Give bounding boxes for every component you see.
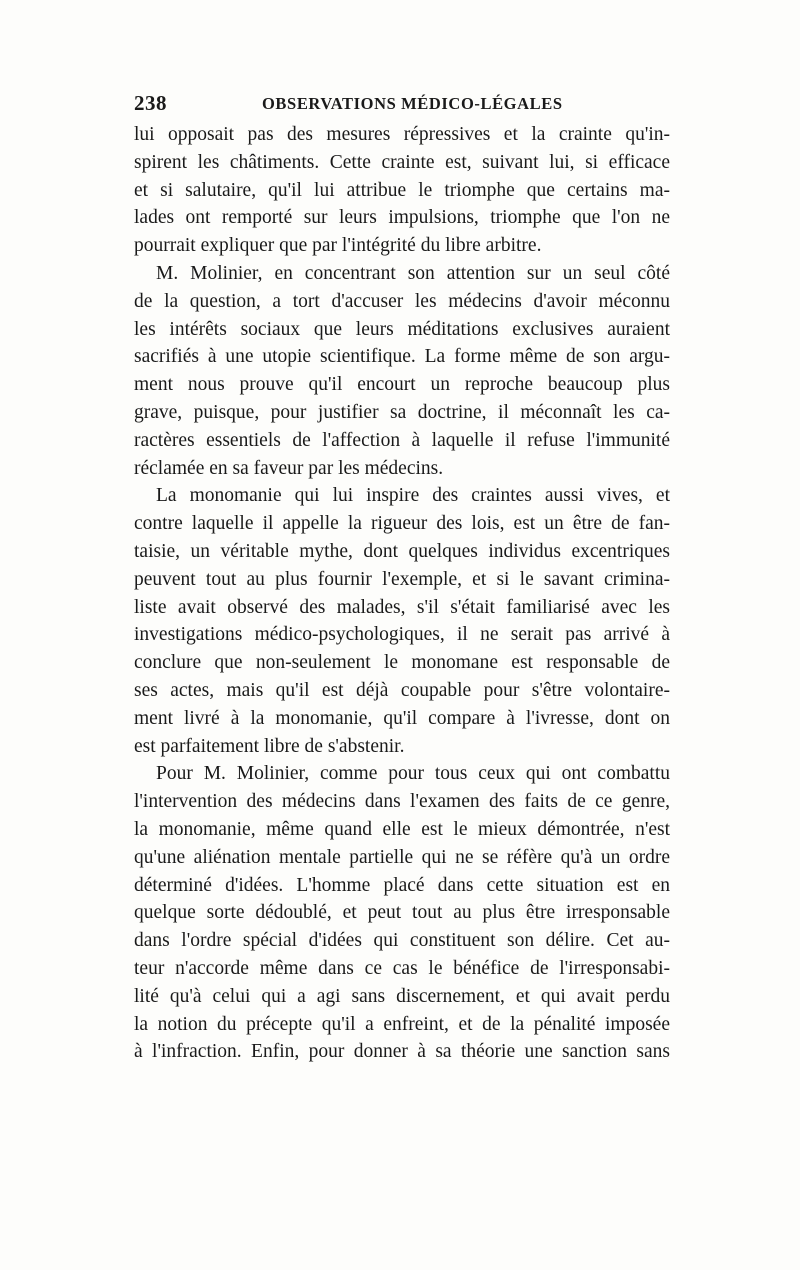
text-line: conclure que non-seulement le monomane est responsable de <box>134 652 670 674</box>
text-line: déterminé d'idées. L'homme placé dans cette situation est en <box>134 874 670 896</box>
running-title: OBSERVATIONS MÉDICO-LÉGALES <box>262 94 563 113</box>
text-line: La monomanie qui lui inspire des craintes aussi vives, et <box>156 485 670 507</box>
text-line: qu'une aliénation mentale partielle qui ne se réfère qu'à un ordre <box>134 846 670 868</box>
text-line: ses actes, mais qu'il est déjà coupable pour s'être volontaire- <box>134 679 670 701</box>
running-head <box>134 91 670 117</box>
text-line: taisie, un véritable mythe, dont quelques individus excentriques <box>134 540 670 562</box>
text-line: M. Molinier, en concentrant son attention sur un seul côté <box>156 262 670 284</box>
text-line: ment nous prouve qu'il encourt un reproche beaucoup plus <box>134 374 670 396</box>
text-line: dans l'ordre spécial d'idées qui constituent son délire. Cet au- <box>134 930 670 952</box>
text-line: les intérêts sociaux que leurs méditations exclusives auraient <box>134 318 670 340</box>
text-line: contre laquelle il appelle la rigueur des lois, est un être de fan- <box>134 513 670 535</box>
text-line: à l'infraction. Enfin, pour donner à sa théorie une sanction sans <box>134 1041 670 1063</box>
text-line: est parfaitement libre de s'abstenir. <box>134 735 405 757</box>
text-line: spirent les châtiments. Cette crainte est, suivant lui, si efficace <box>134 151 670 173</box>
text-line: ractères essentiels de l'affection à laquelle il refuse l'immunité <box>134 429 670 451</box>
text-line: la notion du précepte qu'il a enfreint, et de la pénalité imposée <box>134 1013 670 1035</box>
body-text <box>134 121 670 1066</box>
text-line: ment livré à la monomanie, qu'il compare à l'ivresse, dont on <box>134 707 670 729</box>
text-line: investigations médico-psychologiques, il ne serait pas arrivé à <box>134 624 670 646</box>
text-line: lades ont remporté sur leurs impulsions, triomphe que l'on ne <box>134 207 670 229</box>
text-line: et si salutaire, qu'il lui attribue le triomphe que certains ma- <box>134 179 670 201</box>
text-line: Pour M. Molinier, comme pour tous ceux qui ont combattu <box>156 763 670 785</box>
page-number: 238 <box>134 91 167 115</box>
text-line: réclamée en sa faveur par les médecins. <box>134 457 444 479</box>
text-line: pourrait expliquer que par l'intégrité du libre arbitre. <box>134 235 542 257</box>
text-line: lité qu'à celui qui a agi sans discernement, et qui avait perdu <box>134 985 670 1007</box>
text-line: peuvent tout au plus fournir l'exemple, et si le savant crimina- <box>134 568 670 590</box>
text-line: sacrifiés à une utopie scientifique. La forme même de son argu- <box>134 346 670 368</box>
text-line: la monomanie, même quand elle est le mieux démontrée, n'est <box>134 818 670 840</box>
text-line: quelque sorte dédoublé, et peut tout au plus être irresponsable <box>134 902 670 924</box>
text-line: lui opposait pas des mesures répressives et la crainte qu'in- <box>134 124 670 145</box>
text-line: teur n'accorde même dans ce cas le bénéfice de l'irresponsabi- <box>134 957 670 979</box>
text-line: liste avait observé des malades, s'il s'était familiarisé avec les <box>134 596 670 618</box>
text-line: de la question, a tort d'accuser les médecins d'avoir méconnu <box>134 290 670 312</box>
text-line: grave, puisque, pour justifier sa doctrine, il méconnaît les ca- <box>134 401 670 423</box>
text-line: l'intervention des médecins dans l'examen des faits de ce genre, <box>134 791 670 813</box>
